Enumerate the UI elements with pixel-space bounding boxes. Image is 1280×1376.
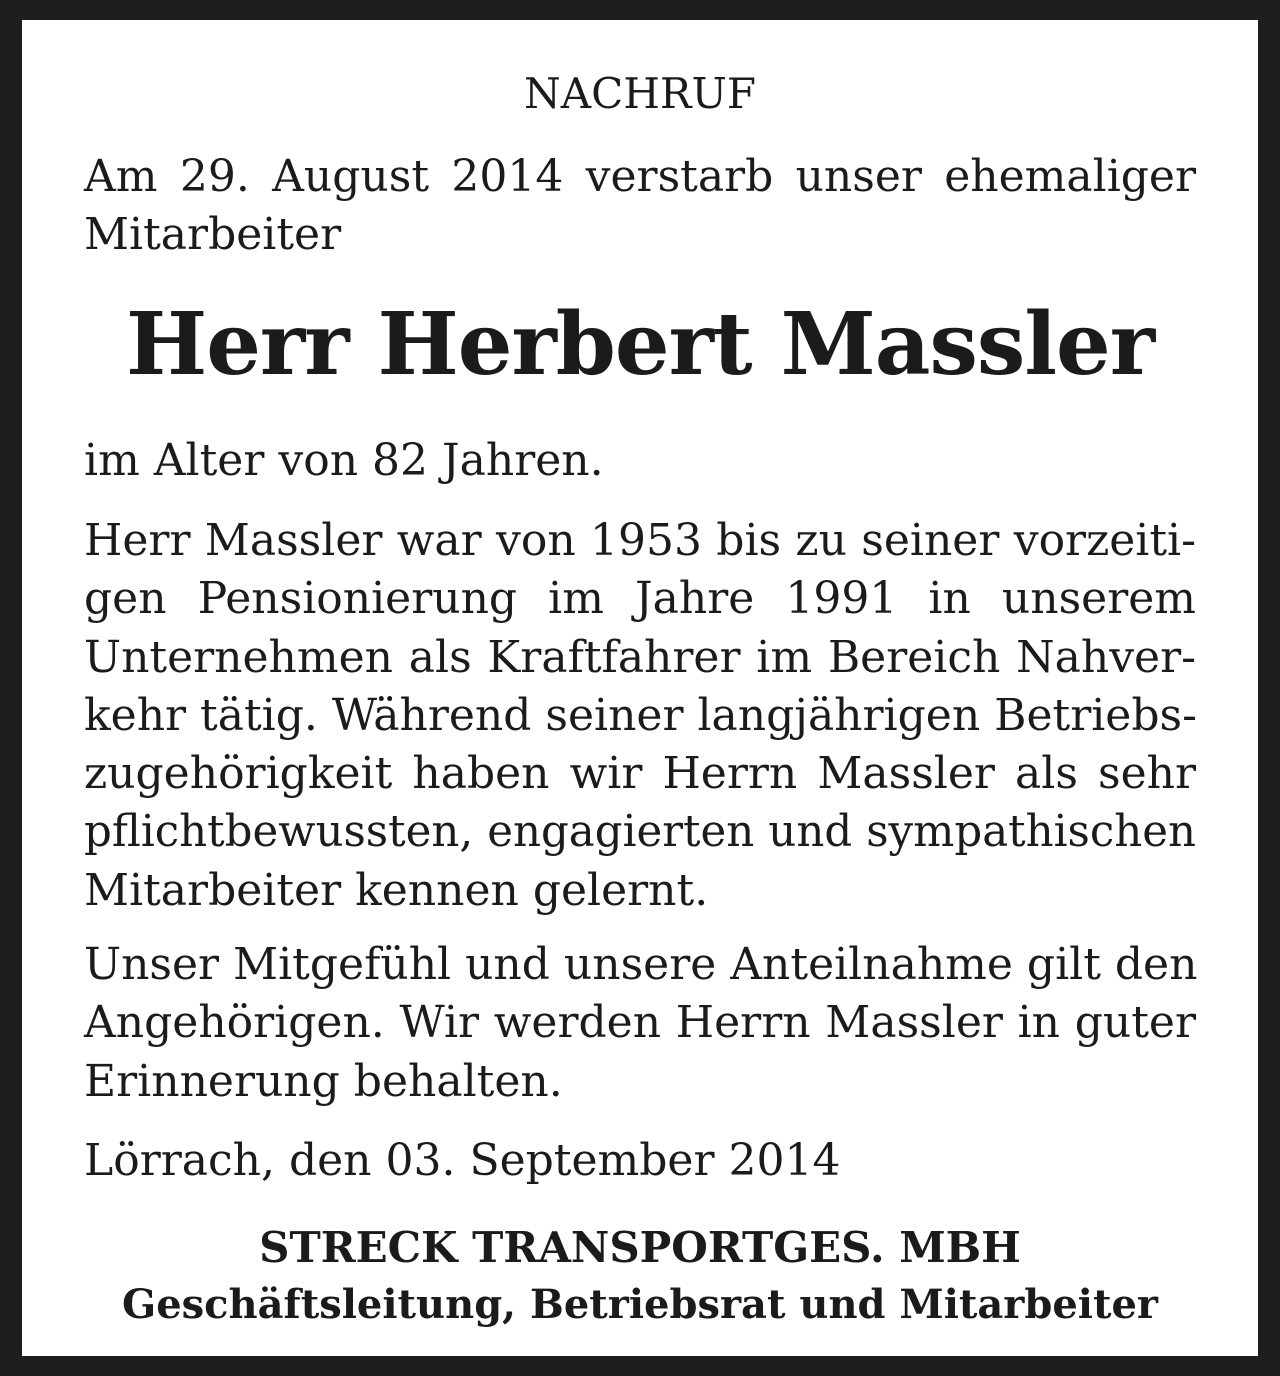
career-line: kehr tätig. Während seiner langjährigen Betriebs-: [84, 689, 1197, 741]
intro-text: [84, 148, 1196, 264]
career-line: Mitarbeiter kennen gelernt.: [84, 864, 709, 916]
intro-line-1: Am 29. August 2014 verstarb unser ehemaliger: [84, 151, 1196, 202]
condolence-line: Erinnerung behalten.: [84, 1055, 563, 1107]
career-line: pflichtbewussten, engagierten und sympathischen: [84, 807, 1196, 858]
career-line: Unternehmen als Kraftfahrer im Bereich Nahver-: [84, 631, 1196, 683]
signatories: Geschäftsleitung, Betriebsrat und Mitarbeiter: [122, 1281, 1158, 1328]
place-date: Lörrach, den 03. September 2014: [84, 1135, 841, 1186]
career-paragraph: [84, 512, 1196, 920]
deceased-name: Herr Herbert Massler: [125, 294, 1155, 395]
career-line: zugehörigkeit haben wir Herrn Massler als sehr: [84, 748, 1196, 800]
condolence-paragraph: [84, 936, 1196, 1111]
obituary-notice: [22, 20, 1258, 1356]
career-line: gen Pensionierung im Jahre 1991 in unserem: [84, 573, 1196, 625]
company-name: STRECK TRANSPORTGES. MBH: [259, 1223, 1021, 1272]
career-line: Herr Massler war von 1953 bis zu seiner vorzeiti-: [84, 515, 1196, 566]
age-text: im Alter von 82 Jahren.: [84, 435, 604, 486]
intro-line-2: Mitarbeiter: [84, 209, 342, 260]
notice-heading: NACHRUF: [523, 69, 756, 118]
condolence-line: Unser Mitgefühl und unsere Anteilnahme gilt den: [84, 939, 1198, 990]
condolence-line: Angehörigen. Wir werden Herrn Massler in guter: [84, 997, 1196, 1049]
